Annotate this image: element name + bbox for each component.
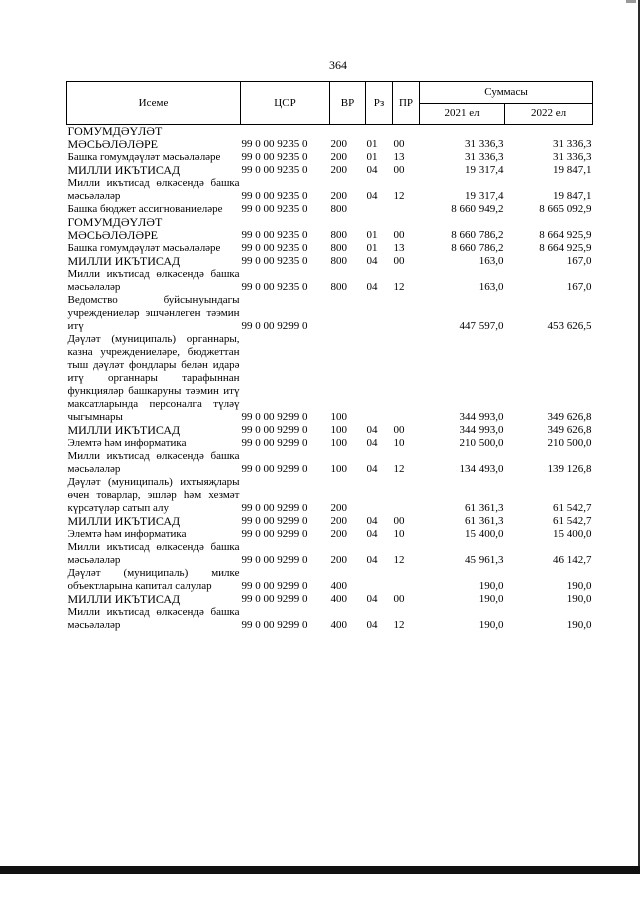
row-sum-2022: 8 664 925,9 — [539, 242, 592, 254]
row-name: Элемтә һәм информатика — [67, 437, 187, 449]
row-vr: 100 — [330, 424, 347, 436]
row-name: Милли икътисад өлкәсендә башка мәсьәләләр — [67, 177, 240, 202]
table-row — [67, 476, 593, 515]
row-pr: 00 — [393, 138, 405, 150]
header-year-2021: 2021 ел — [420, 103, 505, 125]
row-vr: 100 — [330, 411, 347, 423]
row-name: ГОМУМДӘҮЛӘТ МӘСЬӘЛӘЛӘРЕ — [67, 124, 163, 151]
row-rz: 04 — [366, 281, 378, 293]
table-row — [67, 424, 593, 437]
row-sum-2022: 8 665 092,9 — [539, 203, 592, 215]
row-vr: 100 — [330, 437, 347, 449]
row-sum-2021: 61 361,3 — [465, 502, 504, 514]
row-sum-2021: 19 317,4 — [465, 190, 504, 202]
row-csr: 99 0 00 9299 0 — [241, 463, 308, 475]
row-name: Милли икътисад өлкәсендә башка мәсьәләләр — [67, 450, 240, 475]
header-name: Исеме — [67, 82, 241, 125]
row-sum-2022: 31 336,3 — [553, 151, 592, 163]
row-vr: 400 — [330, 593, 347, 605]
row-sum-2022: 167,0 — [566, 255, 592, 267]
table-row — [67, 125, 593, 152]
row-name: МИЛЛИ ИКЪТИСАД — [67, 423, 181, 437]
row-sum-2022: 139 126,8 — [547, 463, 592, 475]
row-rz — [366, 567, 393, 593]
table-row — [67, 541, 593, 567]
row-pr: 00 — [393, 424, 405, 436]
row-rz: 01 — [366, 151, 378, 163]
row-name: МИЛЛИ ИКЪТИСАД — [67, 592, 181, 606]
row-rz: 04 — [366, 437, 378, 449]
row-sum-2021: 8 660 786,2 — [451, 242, 504, 254]
row-rz: 01 — [366, 242, 378, 254]
row-vr: 800 — [330, 281, 347, 293]
row-rz: 04 — [366, 554, 378, 566]
row-sum-2021: 190,0 — [478, 580, 504, 592]
row-sum-2021: 163,0 — [478, 281, 504, 293]
row-sum-2021: 8 660 786,2 — [451, 229, 504, 241]
row-rz — [366, 294, 393, 333]
row-vr: 200 — [330, 151, 347, 163]
row-sum-2022: 453 626,5 — [547, 320, 592, 332]
row-sum-2021: 19 317,4 — [465, 164, 504, 176]
row-name: Дәүләт (муниципаль) органнары, казна учреждениеләре, бюджеттан тыш дәүләт фондлары белән идарә итү органнары тарафыннан функцияләр башкаруны тәэмин итү максатларында персоналга түләү чыгымнары — [67, 333, 240, 423]
row-csr: 99 0 00 9235 0 — [241, 190, 308, 202]
table-row — [67, 528, 593, 541]
row-name: Башка гомумдәүләт мәсьәләләре — [67, 242, 221, 254]
header-rz: Рз — [366, 82, 393, 125]
budget-table — [66, 81, 593, 632]
row-csr: 99 0 00 9299 0 — [241, 528, 308, 540]
row-rz: 04 — [366, 515, 378, 527]
row-pr — [393, 203, 420, 216]
table-row — [67, 216, 593, 242]
row-csr: 99 0 00 9299 0 — [241, 619, 308, 631]
row-pr: 00 — [393, 164, 405, 176]
row-sum-2022: 190,0 — [566, 580, 592, 592]
row-name: ГОМУМДӘҮЛӘТ МӘСЬӘЛӘЛӘРЕ — [67, 215, 163, 242]
row-csr: 99 0 00 9299 0 — [241, 593, 308, 605]
row-rz — [366, 203, 393, 216]
scan-corner-mark — [626, 0, 636, 3]
row-pr — [393, 476, 420, 515]
row-csr: 99 0 00 9299 0 — [241, 437, 308, 449]
row-rz: 04 — [366, 255, 378, 267]
row-sum-2021: 15 400,0 — [465, 528, 504, 540]
row-vr: 400 — [330, 619, 347, 631]
row-csr: 99 0 00 9299 0 — [241, 502, 308, 514]
row-name: Милли икътисад өлкәсендә башка мәсьәләләр — [67, 606, 240, 631]
row-name: МИЛЛИ ИКЪТИСАД — [67, 514, 181, 528]
row-csr: 99 0 00 9299 0 — [241, 554, 308, 566]
row-sum-2022: 19 847,1 — [553, 164, 592, 176]
row-pr: 00 — [393, 515, 405, 527]
row-rz: 04 — [366, 463, 378, 475]
row-rz: 04 — [366, 164, 378, 176]
row-rz: 04 — [366, 424, 378, 436]
header-sums: Суммасы — [420, 82, 593, 104]
row-vr: 200 — [330, 138, 347, 150]
row-pr: 00 — [393, 255, 405, 267]
row-sum-2021: 134 493,0 — [459, 463, 504, 475]
row-sum-2022: 61 542,7 — [553, 515, 592, 527]
table-row — [67, 515, 593, 528]
row-vr: 200 — [330, 554, 347, 566]
row-rz: 04 — [366, 190, 378, 202]
row-sum-2021: 344 993,0 — [459, 424, 504, 436]
row-pr: 12 — [393, 281, 405, 293]
row-sum-2021: 163,0 — [478, 255, 504, 267]
row-csr: 99 0 00 9235 0 — [241, 203, 308, 215]
table-row — [67, 177, 593, 203]
row-vr: 200 — [330, 164, 347, 176]
row-vr: 800 — [330, 203, 347, 215]
row-rz: 01 — [366, 229, 378, 241]
row-csr: 99 0 00 9299 0 — [241, 515, 308, 527]
header-year-2022: 2022 ел — [505, 103, 593, 125]
row-vr: 800 — [330, 255, 347, 267]
row-name: Башка гомумдәүләт мәсьәләләре — [67, 151, 221, 163]
row-sum-2022: 190,0 — [566, 593, 592, 605]
row-vr: 200 — [330, 528, 347, 540]
table-row — [67, 294, 593, 333]
row-csr: 99 0 00 9235 0 — [241, 138, 308, 150]
row-pr: 12 — [393, 463, 405, 475]
row-sum-2022: 349 626,8 — [547, 411, 592, 423]
header-csr: ЦСР — [241, 82, 330, 125]
row-pr: 10 — [393, 437, 405, 449]
row-sum-2022: 8 664 925,9 — [539, 229, 592, 241]
table-body — [67, 125, 593, 633]
page-number: 364 — [329, 58, 347, 72]
row-sum-2022: 19 847,1 — [553, 190, 592, 202]
table-row — [67, 164, 593, 177]
row-pr: 12 — [393, 554, 405, 566]
row-sum-2021: 45 961,3 — [465, 554, 504, 566]
row-csr: 99 0 00 9235 0 — [241, 151, 308, 163]
table-header — [67, 82, 593, 125]
row-vr: 400 — [330, 580, 347, 592]
row-vr: 100 — [330, 463, 347, 475]
table-row — [67, 450, 593, 476]
row-vr: 200 — [330, 515, 347, 527]
row-sum-2021: 31 336,3 — [465, 138, 504, 150]
row-vr: 200 — [330, 190, 347, 202]
row-csr: 99 0 00 9299 0 — [241, 424, 308, 436]
scan-edge-bottom — [0, 866, 640, 874]
row-sum-2022: 190,0 — [566, 619, 592, 631]
row-csr: 99 0 00 9299 0 — [241, 320, 308, 332]
table-row — [67, 268, 593, 294]
row-csr: 99 0 00 9299 0 — [241, 411, 308, 423]
row-csr: 99 0 00 9235 0 — [241, 229, 308, 241]
row-csr: 99 0 00 9235 0 — [241, 255, 308, 267]
row-pr: 12 — [393, 619, 405, 631]
row-sum-2021: 210 500,0 — [459, 437, 504, 449]
table-row — [67, 255, 593, 268]
row-sum-2021: 31 336,3 — [465, 151, 504, 163]
row-sum-2021: 344 993,0 — [459, 411, 504, 423]
row-name: Милли икътисад өлкәсендә башка мәсьәләләр — [67, 541, 240, 566]
row-name: МИЛЛИ ИКЪТИСАД — [67, 163, 181, 177]
row-name: Башка бюджет ассигнованиеләре — [67, 203, 223, 215]
row-rz: 04 — [366, 619, 378, 631]
row-sum-2022: 210 500,0 — [547, 437, 592, 449]
row-pr: 00 — [393, 229, 405, 241]
header-pr: ПР — [393, 82, 420, 125]
row-rz — [366, 333, 393, 424]
row-pr: 10 — [393, 528, 405, 540]
row-sum-2022: 349 626,8 — [547, 424, 592, 436]
row-rz — [366, 476, 393, 515]
row-sum-2022: 15 400,0 — [553, 528, 592, 540]
row-name: Дәүләт (муниципаль) милке объектларына капитал салулар — [67, 567, 240, 592]
row-sum-2021: 190,0 — [478, 593, 504, 605]
row-csr: 99 0 00 9235 0 — [241, 281, 308, 293]
row-vr — [330, 294, 366, 333]
row-csr: 99 0 00 9235 0 — [241, 164, 308, 176]
row-rz: 04 — [366, 528, 378, 540]
row-pr: 13 — [393, 242, 405, 254]
row-name: Милли икътисад өлкәсендә башка мәсьәләләр — [67, 268, 240, 293]
row-pr — [393, 333, 420, 424]
table-row — [67, 567, 593, 593]
row-csr: 99 0 00 9299 0 — [241, 580, 308, 592]
row-rz: 04 — [366, 593, 378, 605]
row-pr: 13 — [393, 151, 405, 163]
row-sum-2021: 190,0 — [478, 619, 504, 631]
row-vr: 800 — [330, 242, 347, 254]
row-name: Ведомство буйсынуындагы учреждениеләр эшчәнлеген тәэмин итү — [67, 294, 240, 332]
row-rz: 01 — [366, 138, 378, 150]
row-pr: 12 — [393, 190, 405, 202]
row-name: МИЛЛИ ИКЪТИСАД — [67, 254, 181, 268]
table-row — [67, 333, 593, 424]
table-row — [67, 437, 593, 450]
table-row — [67, 606, 593, 632]
row-vr: 800 — [330, 229, 347, 241]
row-pr — [393, 294, 420, 333]
header-vr: ВР — [330, 82, 366, 125]
row-name: Элемтә һәм информатика — [67, 528, 187, 540]
row-sum-2022: 61 542,7 — [553, 502, 592, 514]
row-sum-2021: 61 361,3 — [465, 515, 504, 527]
row-sum-2022: 31 336,3 — [553, 138, 592, 150]
row-sum-2022: 46 142,7 — [553, 554, 592, 566]
row-sum-2022: 167,0 — [566, 281, 592, 293]
row-sum-2021: 8 660 949,2 — [451, 203, 504, 215]
row-sum-2021: 447 597,0 — [459, 320, 504, 332]
row-pr: 00 — [393, 593, 405, 605]
row-vr: 200 — [330, 502, 347, 514]
row-csr: 99 0 00 9235 0 — [241, 242, 308, 254]
row-pr — [393, 567, 420, 593]
row-name: Дәүләт (муниципаль) ихтыяҗлары өчен товарлар, эшләр һәм хезмәт күрсәтүләр сатып алу — [67, 476, 240, 514]
table-row — [67, 593, 593, 606]
